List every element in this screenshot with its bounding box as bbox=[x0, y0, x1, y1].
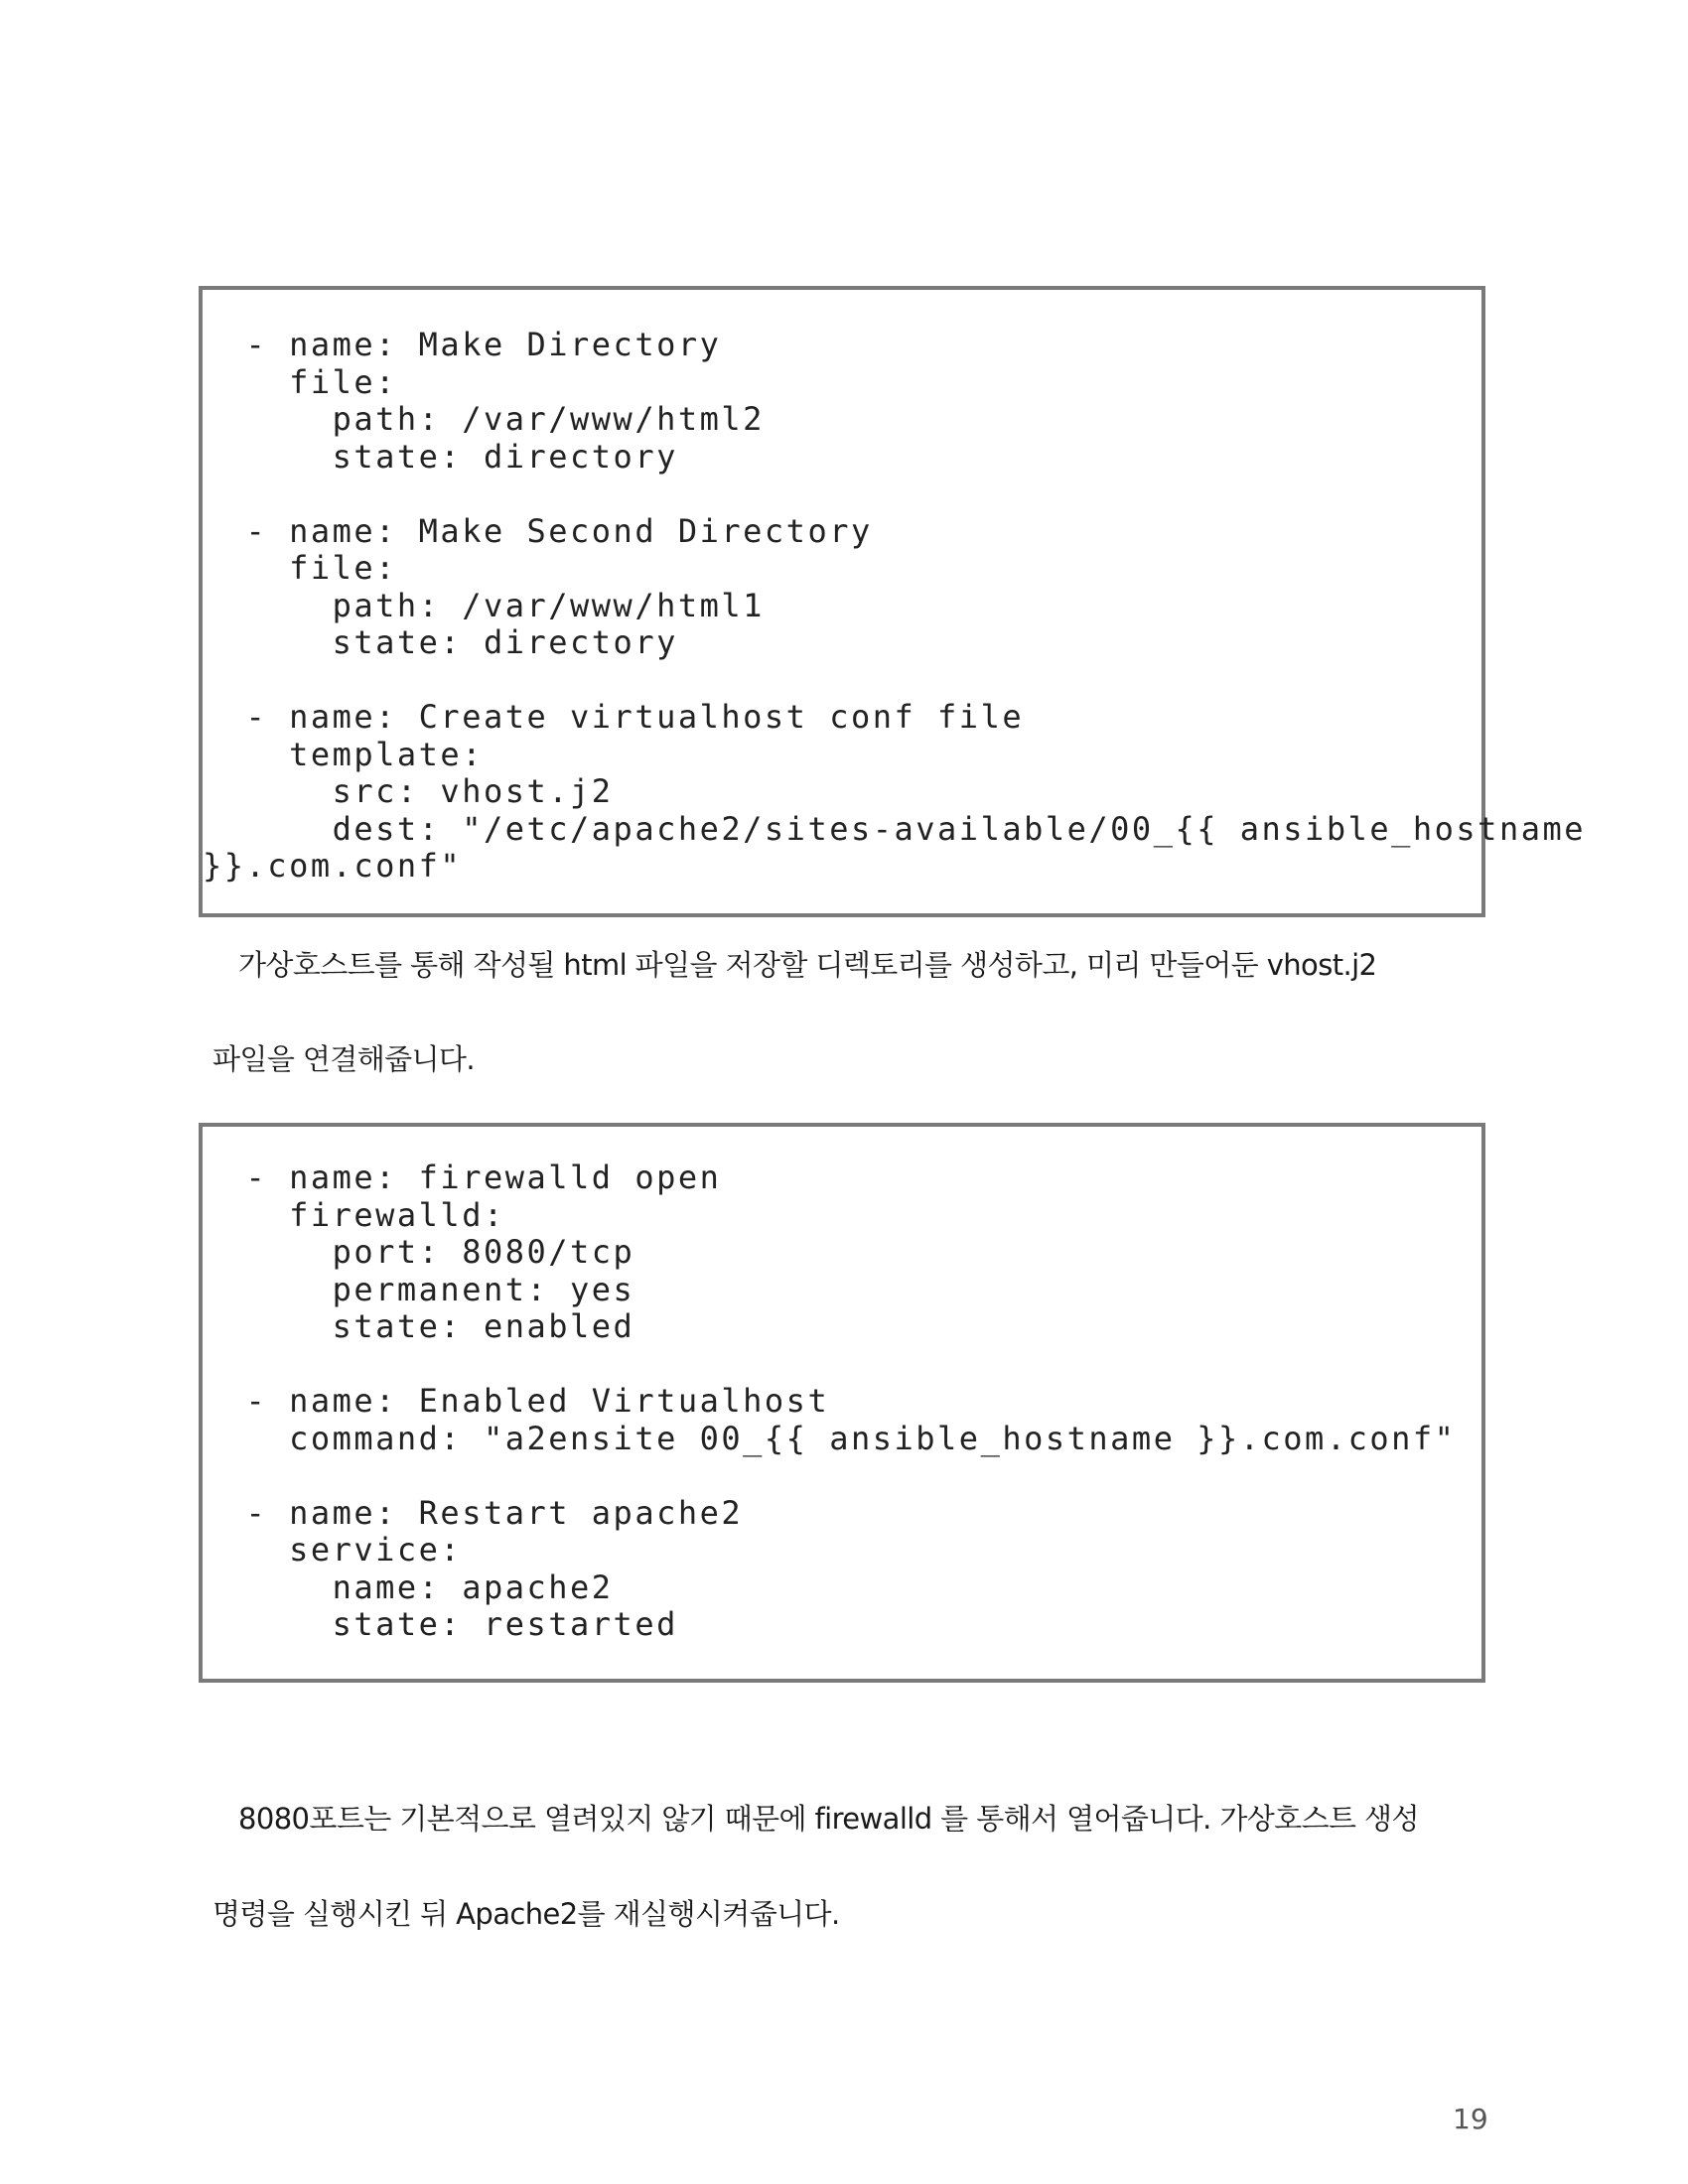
paragraph-line: 가상호스트를 통해 작성될 html 파일을 저장할 디렉토리를 생성하고, 미리 만들어둔 vhost.j2 bbox=[238, 948, 1377, 982]
paragraph-line: 명령을 실행시킨 뒤 Apache2를 재실행시켜줍니다. bbox=[212, 1897, 840, 1931]
code-block: - name: firewalld open firewalld: port: 8080/tcp permanent: yes state: enabled - name: Enabled Virtualhost command: "a2ensite 00_{{ ansible_hostname }}.com.conf" - name: Restart apache2 service: name: apache2 state: restarted bbox=[245, 1159, 1457, 1643]
paragraph-line: 파일을 연결해줍니다. bbox=[212, 1042, 475, 1076]
page-number: 19 bbox=[1453, 2103, 1488, 2135]
code-block: - name: Make Directory file: path: /var/www/html2 state: directory - name: Make Second Directory file: path: /var/www/html1 state: directory - name: Create virtualhost conf file template: src: vhost.j2 dest: "/etc/apache2/sites-available/00_{{ ansible_hostname }}.com.conf" bbox=[203, 326, 1586, 885]
code-box-ansible-directories bbox=[199, 286, 1586, 917]
paragraph-line: 8080포트는 기본적으로 열려있지 않기 때문에 firewalld 를 통해서 열어줍니다. 가상호스트 생성 bbox=[238, 1802, 1419, 1836]
code-box-ansible-firewall bbox=[199, 1123, 1485, 1683]
